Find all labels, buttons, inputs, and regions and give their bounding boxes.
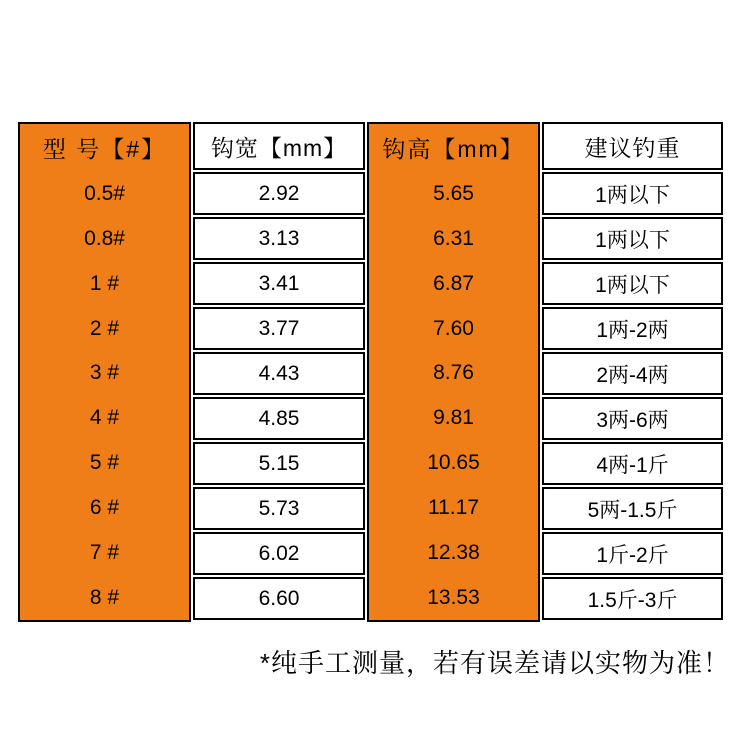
hook-size-table [18, 122, 723, 622]
table-cell-height-row7: 11.17 [428, 495, 479, 519]
table-cell-height-row2: 6.87 [433, 271, 474, 295]
table-cell-width-row5: 4.85 [193, 397, 365, 440]
table-cell-height-row8: 12.38 [427, 540, 480, 564]
column-header-model: 型 号【#】 [42, 136, 167, 163]
table-cell-height-row9: 13.53 [427, 585, 480, 609]
table-cell-height-row0: 5.65 [433, 182, 474, 206]
table-cell-width-row6: 5.15 [193, 442, 365, 485]
table-cell-weight-row4: 2两-4两 [542, 352, 723, 395]
column-header-weight: 建议钓重 [542, 122, 723, 170]
table-cell-height-row5: 9.81 [433, 406, 474, 430]
column-width [193, 122, 365, 622]
table-cell-model-row1: 0.8# [84, 227, 125, 251]
table-cell-model-row4: 3 # [89, 361, 120, 385]
table-cell-model-row7: 6 # [89, 495, 120, 519]
table-cell-width-row8: 6.02 [193, 532, 365, 575]
column-height [367, 122, 540, 622]
table-cell-weight-row6: 4两-1斤 [542, 442, 723, 485]
table-cell-weight-row0: 1两以下 [542, 172, 723, 215]
table-cell-height-row3: 7.60 [433, 316, 474, 340]
table-cell-weight-row7: 5两-1.5斤 [542, 487, 723, 530]
table-cell-model-row2: 1 # [89, 271, 120, 295]
table-cell-weight-row8: 1斤-2斤 [542, 532, 723, 575]
table-cell-width-row2: 3.41 [193, 262, 365, 305]
table-cell-width-row4: 4.43 [193, 352, 365, 395]
column-weight [542, 122, 723, 622]
table-cell-height-row4: 8.76 [433, 361, 474, 385]
column-model [18, 122, 191, 622]
table-cell-model-row6: 5 # [89, 451, 120, 475]
table-cell-width-row9: 6.60 [193, 577, 365, 620]
table-cell-weight-row9: 1.5斤-3斤 [542, 577, 723, 620]
table-cell-weight-row2: 1两以下 [542, 262, 723, 305]
table-cell-width-row7: 5.73 [193, 487, 365, 530]
column-header-width: 钩宽【mm】 [193, 122, 365, 170]
table-cell-width-row1: 3.13 [193, 217, 365, 260]
column-header-height: 钩高【mm】 [382, 136, 525, 163]
table-cell-width-row3: 3.77 [193, 307, 365, 350]
table-cell-model-row8: 7 # [89, 540, 120, 564]
table-cell-model-row0: 0.5# [84, 182, 125, 206]
table-cell-height-row1: 6.31 [433, 227, 474, 251]
table-cell-weight-row3: 1两-2两 [542, 307, 723, 350]
table-cell-model-row3: 2 # [89, 316, 120, 340]
table-cell-height-row6: 10.65 [427, 451, 480, 475]
table-cell-width-row0: 2.92 [193, 172, 365, 215]
table-cell-weight-row5: 3两-6两 [542, 397, 723, 440]
table-cell-weight-row1: 1两以下 [542, 217, 723, 260]
table-cell-model-row5: 4 # [89, 406, 120, 430]
measurement-disclaimer: *纯手工测量，若有误差请以实物为准！ [259, 648, 730, 678]
table-cell-model-row9: 8 # [89, 585, 120, 609]
